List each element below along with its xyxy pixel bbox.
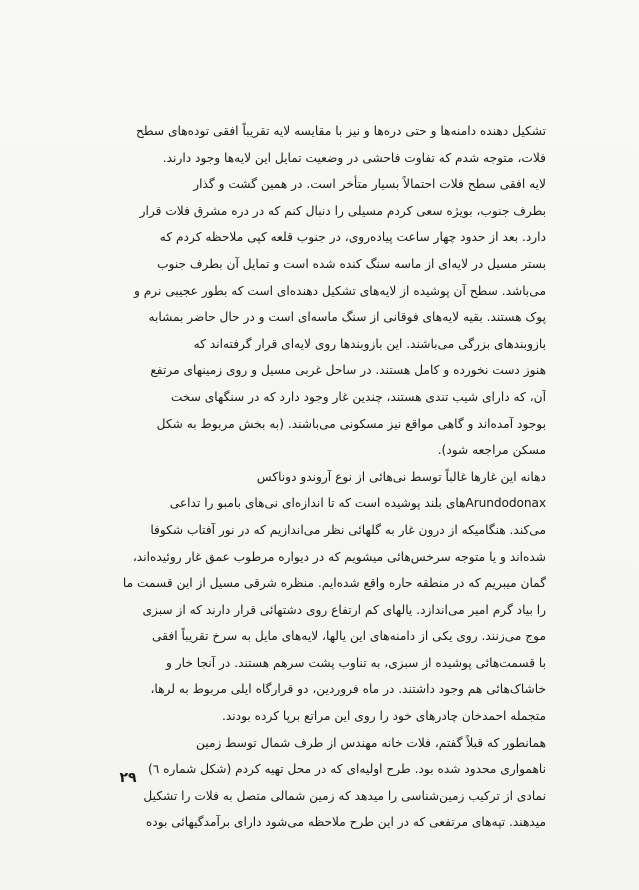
body-text [100,118,546,836]
text-line: مسکن مراجعه شود). [437,443,546,458]
paragraph-4 [100,730,546,836]
text-line: پوک هستند. بقیه لایه‌های فوقانی از سنگ ماسه‌ای است و در حال حاضر بمشابه [148,310,546,325]
text-line: همانطور که قبلاً گفتم، فلات خانه مهندس از طرف شمال توسط زمین [195,735,546,750]
text-line: میدهند. تپه‌های مرتفعی که در این طرح ملاحظه می‌شود دارای برآمدگیهائی بوده [145,815,546,830]
text-line: بازوبندهای بزرگی می‌باشند. این بازوبندها روی لایه‌ای قرار گرفته‌اند که [193,336,546,351]
text-line-latin: Arundodonax‌های بلند پوشیده است که تا اندازه‌ای نی‌های بامبو را تداعی [169,496,546,511]
paragraph-1 [100,118,546,171]
text-line: ناهمواری محدود شده بود. طرح اولیه‌ای که در محل تهیه کردم (شکل شماره ٦) [147,762,546,777]
text-line: گمان میبریم که در منطقه حاره واقع شده‌ایم. منظره شرقی مسیل از این قسمت ما [122,576,546,591]
text-line: بستر مسیل در لایه‌ای از ماسه سنگ کنده شده است و تمایل آن بطرف جنوب [157,256,546,271]
text-line: می‌باشد. سطح آن پوشیده از لایه‌های تشکیل دهنده‌ای است که بطور عجیبی نرم و [133,283,546,298]
text-line: شده‌اند و یا متوجه سرخس‌هائی میشویم که در دیواره مرطوب عمق غار روئیده‌اند، [132,549,546,564]
text-line: موج می‌زنند. روی یکی از دامنه‌های این یالها، لایه‌های مایل به سرخ تقریباً افقی [152,629,546,644]
text-line: بوجود آمده‌اند و گاهی مواقع نیز مسکونی می‌باشند. (به بخش مربوط به شکل [156,416,546,431]
page-number: ۲۹ [119,770,137,786]
text-line: می‌کند. هنگامیکه از درون غار به گلهائی نظر می‌اندازیم که در نور آفتاب شکوفا [150,522,546,537]
text-line: لایه افقی سطح فلات احتمالاً بسیار متأخر است. در همین گشت و گذار [193,177,546,192]
text-line: را بیاد گرم امیر می‌اندازد. یالهای کم ارتفاع روی دشتهائی قرار دارند که از سبزی [142,602,546,617]
text-line: متجمله احمدخان چادرهای خود را روی این مراتع برپا کرده بودند. [222,709,546,724]
text-line: بطرف جنوب، بویژه سعی کردم مسیلی را دنبال کنم که در دره مشرق فلات قرار [139,203,546,218]
text-line: آن، که دارای شیب تندی هستند، چندین غار وجود دارد که در سنگهای سخت [170,389,546,404]
text-line: تشکیل دهنده دامنه‌ها و حتی دره‌ها و نیز با مقایسه لایه تقریباً افقی توده‌های سطح [136,124,546,138]
text-line: دارد. بعد از حدود چهار ساعت پیاده‌روی، در جنوب قلعه کپی ملاحظه کردم که [159,230,546,245]
text-line: دهانه این غارها غالباً توسط نی‌هائی از نوع آروندو دوناکس [256,469,546,484]
text-line: نمادی از ترکیب زمین‌شناسی را میدهد که زمین شمالی متصل به فلات را تشکیل [143,788,546,803]
paragraph-2 [100,171,546,464]
paragraph-3 [100,464,546,730]
text-line: خاشاک‌هائی هم وجود داشتند. در ماه فروردین، دو قرارگاه ایلی مربوط به لرها، [150,682,546,697]
text-line: با قسمت‌هائی پوشیده از سبزی، به تناوب پشت سرهم هستند. در آنجا خار و [166,655,546,670]
text-line: فلات، متوجه شدم که تفاوت فاحشی در وضعیت تمایل این لایه‌ها وجود دارند. [162,150,546,165]
text-line: هنوز دست نخورده و کامل هستند. در ساحل غربی مسیل و روی زمینهای مرتفع [150,363,546,378]
